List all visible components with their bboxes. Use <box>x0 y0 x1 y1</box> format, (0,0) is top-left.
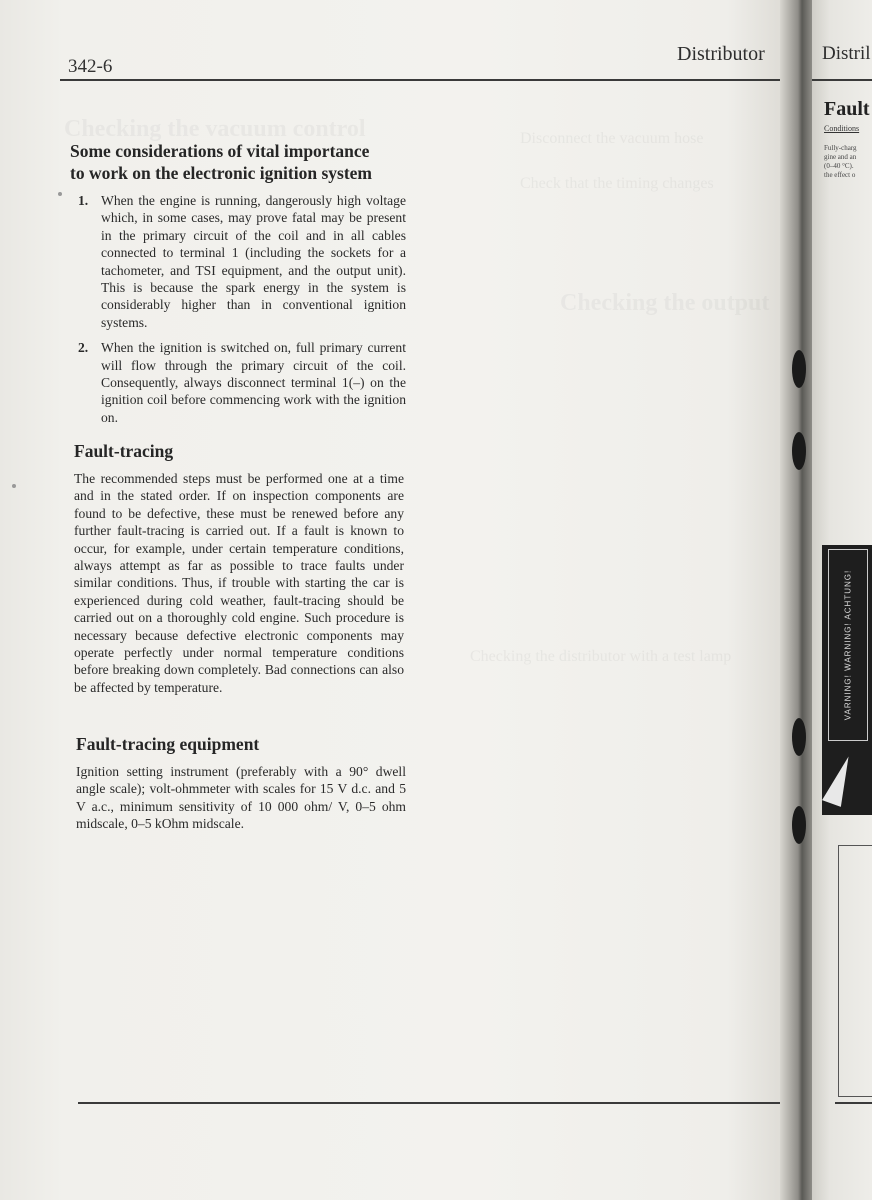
binding-hole <box>792 718 806 756</box>
list-item <box>70 192 406 331</box>
show-through-text: Checking the distributor with a test lamp <box>470 648 732 665</box>
footer-rule <box>835 1102 872 1104</box>
show-through-text: Checking the output <box>560 290 770 316</box>
header-rule <box>812 79 872 81</box>
show-through-text: Disconnect the vacuum hose <box>520 130 704 147</box>
section-title: Some considerations of vital importance to work on the electronic ignition system <box>70 141 373 183</box>
high-voltage-warning-label <box>822 545 872 815</box>
page-number: 342-6 <box>68 56 113 77</box>
section-heading: Fault-tracing <box>74 441 174 461</box>
item-number: 1. <box>78 193 89 208</box>
list-item <box>70 339 406 426</box>
footer-rule <box>78 1102 780 1104</box>
intro-section <box>70 140 406 434</box>
equipment-section <box>76 733 406 833</box>
section-subtitle: Conditions <box>824 124 860 133</box>
warning-text-box <box>828 549 868 741</box>
show-through-text: Checking the vacuum control <box>64 116 366 142</box>
fault-tracing-section <box>74 440 404 696</box>
running-head: Distributor <box>677 43 765 65</box>
show-through-text: Check that the timing changes <box>520 175 714 192</box>
lightning-bolt-icon <box>822 753 858 807</box>
item-text: When the ignition is switched on, full primary current will flow through the primary circuit of the coil. Consequently, always disconnect terminal 1(–) on the ignition coil before commencing work with the ignition on. <box>101 340 406 425</box>
section-body: The recommended steps must be performed one at a time and in the stated order. If on inspection components are found to be defective, these must be renewed before any further fault-tracing is carried out. If a fault is known to occur, for example, under certain temperature conditions, always attempt as far as possible to trace faults under similar conditions. Thus, if trouble with starting the car is experienced during cold weather, fault-tracing should be carried out on a thoroughly cold engine. Such procedure is necessary because defective electronic components may operate perfectly under normal temperature conditions before breaking down completely. Bad connections can also be affected by temperature. <box>74 471 404 695</box>
section-body: Ignition setting instrument (preferably with a 90° dwell angle scale); volt-ohmmeter with scales for 15 V d.c. and 5 V a.c., minimum sensitivity of 10 000 ohm/ V, 0–5 ohm midscale, 0–5 kOhm midscale. <box>76 764 406 832</box>
section-title: Fault <box>824 98 870 120</box>
item-number: 2. <box>78 340 89 356</box>
header-rule <box>60 79 780 81</box>
running-head: Distril <box>822 43 871 64</box>
section-heading: Fault-tracing equipment <box>76 734 260 754</box>
section-body: Fully-charg gine and an (0–40 °C). the effect o <box>824 144 857 179</box>
binding-hole <box>792 806 806 844</box>
warning-text: VARNING! WARNING! ACHTUNG! <box>843 569 853 721</box>
binding-hole <box>792 432 806 470</box>
item-text: When the engine is running, dangerously high voltage which, in some cases, may prove fatal may be present in the primary circuit of the coil and in all cables connected to terminal 1 (including the sockets for a tachometer, and TSI equipment, and the output unit). This is because the spark energy in the system is considerably higher than in conventional ignition systems. <box>101 193 406 330</box>
warnings-list <box>70 192 406 426</box>
paper-speck <box>58 192 62 196</box>
binding-hole <box>792 350 806 388</box>
paper-speck <box>12 484 16 488</box>
figure-frame <box>838 845 872 1097</box>
